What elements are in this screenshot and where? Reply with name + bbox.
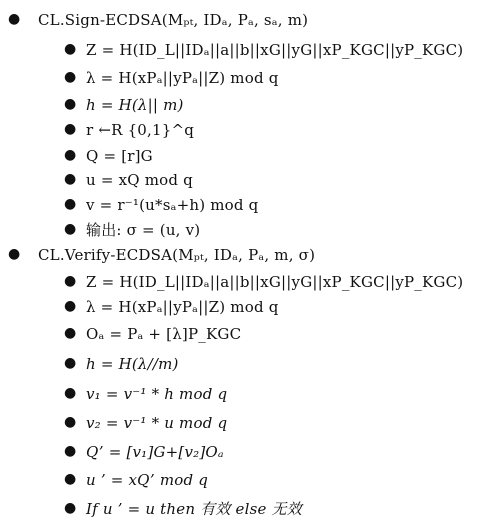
bullet-icon: ●	[64, 443, 77, 459]
sign-step-text: h = H(λ|| m)	[86, 96, 184, 114]
verify-step-text: λ = H(xPₐ||yPₐ||Z) mod q	[86, 298, 279, 316]
verify-heading: CL.Verify-ECDSA(Mₚₜ, IDₐ, Pₐ, m, σ)	[38, 246, 316, 264]
verify-step-text: Oₐ = Pₐ + [λ]P_KGC	[86, 325, 242, 343]
sign-step-text: Q = [r]G	[86, 147, 153, 165]
bullet-icon: ●	[64, 96, 77, 112]
bullet-icon: ●	[64, 355, 77, 371]
verify-step-text: v₁ = v⁻¹ * h mod q	[86, 385, 228, 403]
bullet-icon: ●	[64, 196, 77, 212]
bullet-icon: ●	[64, 69, 77, 85]
sign-step-text: u = xQ mod q	[86, 171, 193, 189]
bullet-icon: ●	[64, 500, 77, 516]
sign-step-text: Z = H(ID_L||IDₐ||a||b||xG||yG||xP_KGC||yP_KGC)	[86, 41, 464, 59]
bullet-icon: ●	[64, 147, 77, 163]
verify-step-text: u ’ = xQ’ mod q	[86, 471, 209, 489]
sign-step-text: v = r⁻¹(u*sₐ+h) mod q	[86, 196, 259, 214]
verify-step-text: h = H(λ//m)	[86, 355, 179, 373]
verify-step-text: Q’ = [v₁]G+[v₂]Oₐ	[86, 443, 224, 461]
sign-heading: CL.Sign-ECDSA(Mₚₜ, IDₐ, Pₐ, sₐ, m)	[38, 11, 309, 29]
verify-step-text: If u ’ = u then 有效 else 无效	[86, 500, 302, 518]
bullet-icon: ●	[64, 41, 77, 57]
bullet-icon: ●	[8, 11, 21, 27]
bullet-icon: ●	[64, 471, 77, 487]
bullet-icon: ●	[64, 273, 77, 289]
bullet-icon: ●	[64, 298, 77, 314]
sign-step-text: λ = H(xPₐ||yPₐ||Z) mod q	[86, 69, 279, 87]
bullet-icon: ●	[64, 171, 77, 187]
bullet-icon: ●	[8, 246, 21, 262]
bullet-icon: ●	[64, 414, 77, 430]
bullet-icon: ●	[64, 121, 77, 137]
bullet-icon: ●	[64, 221, 77, 237]
verify-step-text: v₂ = v⁻¹ * u mod q	[86, 414, 228, 432]
bullet-icon: ●	[64, 385, 77, 401]
bullet-icon: ●	[64, 325, 77, 341]
verify-step-text: Z = H(ID_L||IDₐ||a||b||xG||yG||xP_KGC||yP_KGC)	[86, 273, 464, 291]
sign-step-text: r ←R {0,1}^q	[86, 121, 195, 139]
sign-step-text: 输出: σ = (u, v)	[86, 221, 201, 239]
